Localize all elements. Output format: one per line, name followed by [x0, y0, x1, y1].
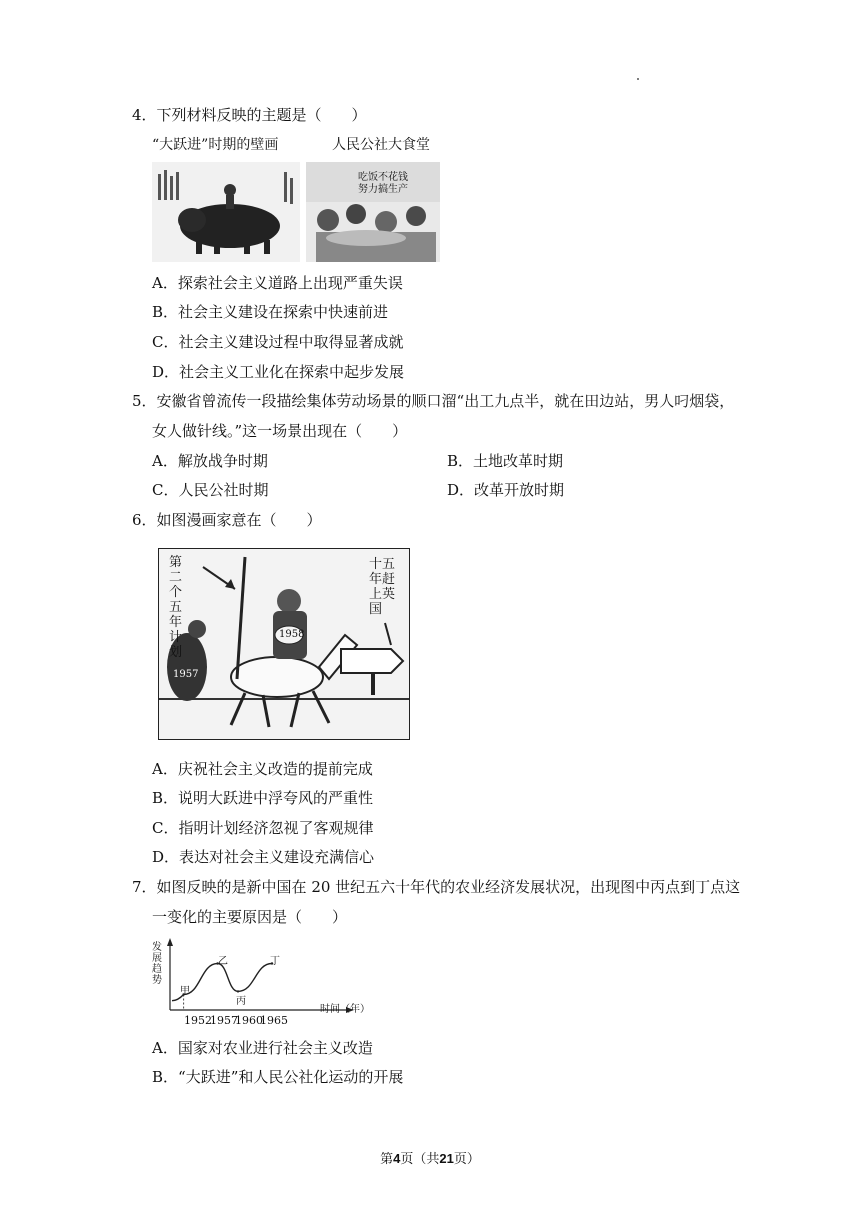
- q6-option-d[interactable]: D．表达对社会主义建设充满信心: [152, 848, 375, 866]
- q4-option-d[interactable]: D．社会主义工业化在探索中起步发展: [152, 363, 405, 381]
- q4-figure-canteen: [306, 162, 440, 262]
- q5-option-d[interactable]: D．改革开放时期: [447, 481, 565, 499]
- chart-y-arrow: [167, 938, 173, 946]
- q4-stem: 4．下列材料反映的主题是（ ）: [132, 106, 367, 124]
- canteen-sign-2: 努力搞生产: [358, 184, 408, 195]
- q5-stem-line2: 女人做针线。”这一场景出现在（ ）: [152, 422, 408, 440]
- cartoon-left-label: 第二个五年计划: [169, 555, 183, 660]
- footer-page: 4: [393, 1151, 401, 1166]
- cartoon-right-label: 十五年赶上英国: [369, 557, 396, 617]
- footer-pre: 第: [380, 1152, 394, 1167]
- q6-option-b[interactable]: B．说明大跃进中浮夸风的严重性: [152, 789, 374, 807]
- page-footer: [0, 1148, 860, 1167]
- q4-caption-left: “大跃进”时期的壁画: [152, 137, 279, 153]
- q7-chart: [150, 938, 370, 1030]
- q7-stem-line2: 一变化的主要原因是（ ）: [152, 908, 348, 926]
- q4-figure-mural: [152, 162, 300, 262]
- chart-tick-1965: 1965: [260, 1014, 288, 1027]
- footer-total: 21: [439, 1151, 454, 1166]
- q4-caption-right: 人民公社大食堂: [332, 137, 430, 153]
- scan-dot: [637, 78, 639, 80]
- q5-option-c[interactable]: C．人民公社时期: [152, 481, 269, 499]
- q4-option-a[interactable]: A．探索社会主义道路上出现严重失误: [152, 274, 403, 292]
- chart-point-ding: 丁: [270, 956, 280, 967]
- chart-point-yi: 乙: [218, 956, 228, 967]
- q6-option-c[interactable]: C．指明计划经济忽视了客观规律: [152, 819, 374, 837]
- footer-post: 页）: [453, 1152, 480, 1167]
- cartoon-year-walker: 1957: [173, 669, 199, 680]
- chart-tick-1957: 1957: [210, 1014, 238, 1027]
- chart-tick-1952: 1952: [184, 1014, 212, 1027]
- q7-option-b[interactable]: B．“大跃进”和人民公社化运动的开展: [152, 1068, 404, 1086]
- q6-option-a[interactable]: A．庆祝社会主义改造的提前完成: [152, 760, 373, 778]
- pig-mural-image: [152, 162, 300, 262]
- q5-option-b[interactable]: B．土地改革时期: [447, 452, 564, 470]
- footer-mid: 页（共: [400, 1152, 440, 1167]
- q4-option-c[interactable]: C．社会主义建设过程中取得显著成就: [152, 333, 404, 351]
- q7-option-a[interactable]: A．国家对农业进行社会主义改造: [152, 1039, 373, 1057]
- canteen-sign-1: 吃饭不花钱: [358, 172, 408, 183]
- q4-option-b[interactable]: B．社会主义建设在探索中快速前进: [152, 303, 389, 321]
- q5-option-a[interactable]: A．解放战争时期: [152, 452, 268, 470]
- chart-ylabel: 发展趋势: [152, 942, 162, 986]
- q6-cartoon: [158, 548, 410, 740]
- q7-stem-line1: 7．如图反映的是新中国在 20 世纪五六十年代的农业经济发展状况，出现图中丙点到丁点这: [132, 878, 741, 896]
- chart-point-jia: 甲: [180, 986, 190, 997]
- chart-xlabel: 时间（年）: [320, 1004, 370, 1015]
- q5-stem-line1: 5．安徽省曾流传一段描绘集体劳动场景的顺口溜“出工九点半，就在田边站，男人叼烟袋，: [132, 392, 735, 410]
- chart-point-bing: 丙: [236, 996, 246, 1007]
- chart-tick-1960: 1960: [235, 1014, 263, 1027]
- cartoon-year-rider: 1958: [279, 629, 305, 640]
- q6-stem: 6．如图漫画家意在（ ）: [132, 511, 322, 529]
